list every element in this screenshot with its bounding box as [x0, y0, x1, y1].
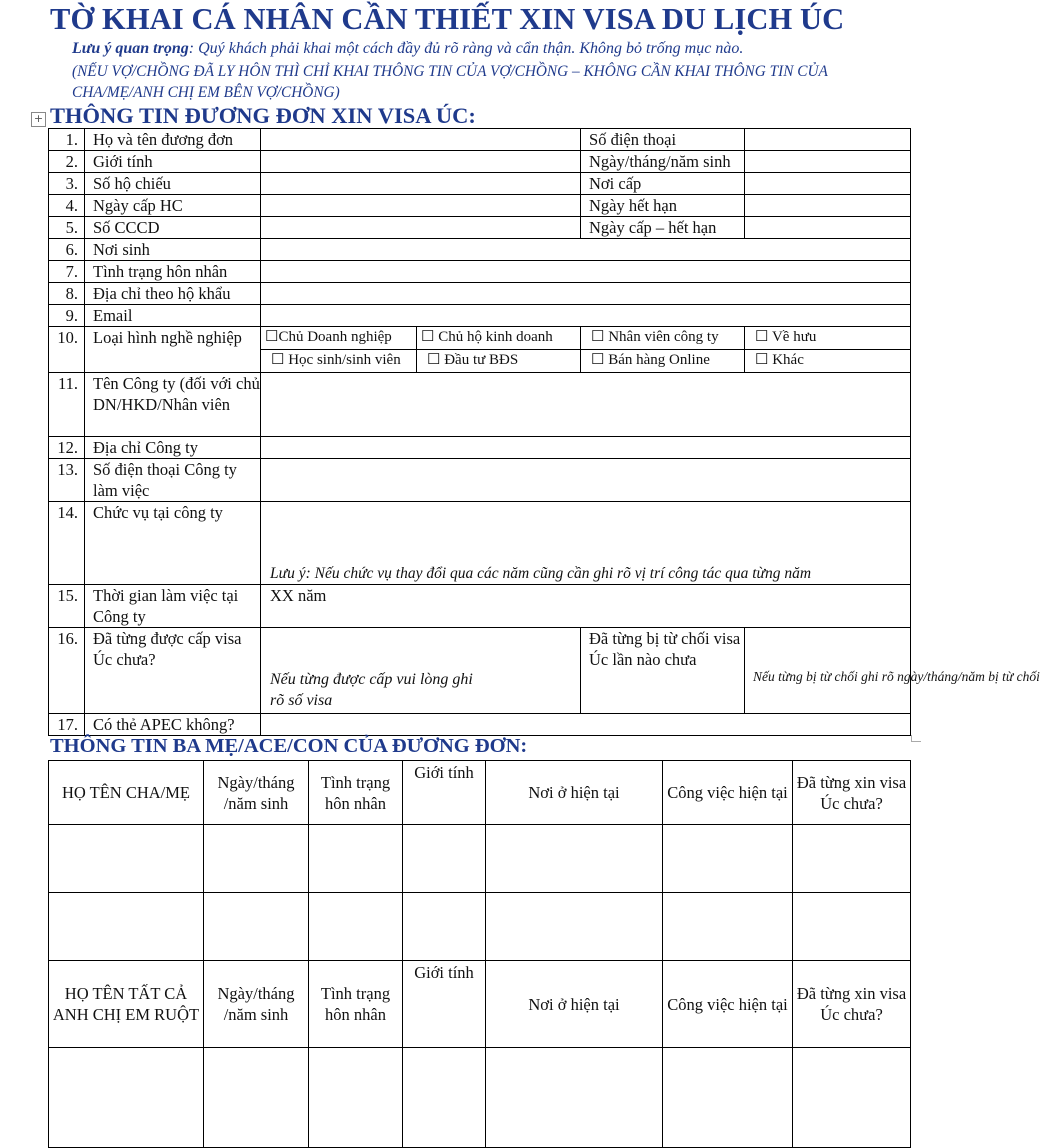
cell-input[interactable] [403, 1048, 486, 1148]
col-header-marital-status: Tình trạng hôn nhân [309, 761, 403, 825]
row-number: 12. [49, 437, 85, 459]
field-label-id-card: Số CCCD [85, 217, 261, 239]
cell-input[interactable] [793, 825, 911, 893]
col-header-dob: Ngày/tháng /năm sinh [204, 761, 309, 825]
row-number: 1. [49, 129, 85, 151]
table-row [49, 195, 911, 217]
table-row [49, 628, 911, 714]
table-row [49, 239, 911, 261]
input-email[interactable] [261, 305, 911, 327]
input-company-address[interactable] [261, 437, 911, 459]
cell-input[interactable] [486, 825, 663, 893]
input-dob[interactable] [745, 151, 911, 173]
input-full-name[interactable] [261, 129, 581, 151]
field-label-place-of-issue: Nơi cấp [581, 173, 745, 195]
field-label-gender: Giới tính [85, 151, 261, 173]
job-position-hint: Lưu ý: Nếu chức vụ thay đổi qua các năm cũng cần ghi rõ vị trí công tác qua từng năm [270, 565, 812, 582]
row-number: 7. [49, 261, 85, 283]
table-header-row [49, 961, 911, 1048]
table-row [49, 217, 911, 239]
row-number: 17. [49, 714, 85, 736]
section-applicant-title: THÔNG TIN ĐƯƠNG ĐƠN XIN VISA ÚC: [50, 103, 476, 128]
important-note [72, 40, 743, 58]
field-label-visa-refused-before: Đã từng bị từ chối visa Úc lần nào chưa [581, 628, 745, 714]
row-number: 13. [49, 459, 85, 502]
cell-input[interactable] [49, 1048, 204, 1148]
table-row [49, 327, 911, 350]
table-row [49, 893, 911, 961]
cell-input[interactable] [204, 1048, 309, 1148]
cell-input[interactable] [486, 1048, 663, 1148]
col-header-visa-history: Đã từng xin visa Úc chưa? [793, 961, 911, 1048]
row-number: 3. [49, 173, 85, 195]
input-apec-card[interactable] [261, 714, 911, 736]
field-label-apec-card: Có thẻ APEC không? [85, 714, 261, 736]
row-number: 5. [49, 217, 85, 239]
important-note-label: Lưu ý quan trọng [72, 40, 189, 57]
cell-input[interactable] [663, 893, 793, 961]
input-marital-status[interactable] [261, 261, 911, 283]
cell-input[interactable] [486, 893, 663, 961]
cell-input[interactable] [793, 1048, 911, 1148]
table-row [49, 261, 911, 283]
field-label-occupation-type: Loại hình nghề nghiệp [85, 327, 261, 373]
input-work-duration[interactable]: XX năm [261, 585, 911, 628]
cell-input[interactable] [663, 825, 793, 893]
field-label-company-address: Địa chỉ Công ty [85, 437, 261, 459]
cell-input[interactable] [204, 893, 309, 961]
table-row [49, 1048, 911, 1148]
input-visa-refused-before[interactable] [745, 628, 1040, 714]
col-header-dob: Ngày/tháng /năm sinh [204, 961, 309, 1048]
row-number: 6. [49, 239, 85, 261]
row-number: 10. [49, 327, 85, 373]
cell-input[interactable] [309, 1048, 403, 1148]
cell-input[interactable] [309, 825, 403, 893]
col-header-occupation: Công việc hiện tại [663, 761, 793, 825]
input-id-card-dates[interactable] [745, 217, 911, 239]
applicant-table [48, 128, 1040, 736]
checkbox-household-business[interactable]: ☐ Chủ hộ kinh doanh [417, 327, 581, 350]
field-label-id-card-dates: Ngày cấp – hết hạn [581, 217, 745, 239]
col-header-occupation: Công việc hiện tại [663, 961, 793, 1048]
row-number: 9. [49, 305, 85, 327]
field-label-dob: Ngày/tháng/năm sinh [581, 151, 745, 173]
input-phone[interactable] [745, 129, 911, 151]
row-number: 4. [49, 195, 85, 217]
checkbox-retired[interactable]: ☐ Về hưu [745, 327, 911, 350]
input-job-position[interactable] [261, 502, 911, 585]
table-row [49, 585, 911, 628]
table-row [49, 283, 911, 305]
row-number: 11. [49, 373, 85, 437]
cell-input[interactable] [49, 825, 204, 893]
cell-input[interactable] [309, 893, 403, 961]
field-label-phone: Số điện thoại [581, 129, 745, 151]
input-company-name[interactable] [261, 373, 911, 437]
checkbox-student[interactable]: ☐ Học sinh/sinh viên [261, 350, 417, 373]
input-expiry-date[interactable] [745, 195, 911, 217]
table-row [49, 437, 911, 459]
table-row [49, 714, 911, 736]
col-header-visa-history: Đã từng xin visa Úc chưa? [793, 761, 911, 825]
field-label-expiry-date: Ngày hết hạn [581, 195, 745, 217]
section-family-title: THÔNG TIN BA MẸ/ACE/CON CỦA ĐƯƠNG ĐƠN: [50, 735, 528, 757]
checkbox-business-owner[interactable]: ☐Chủ Doanh nghiệp [261, 327, 417, 350]
input-passport-number[interactable] [261, 173, 581, 195]
input-id-card[interactable] [261, 217, 581, 239]
visa-refused-hint: Nếu từng bị từ chối ghi rõ ngày/tháng/năm bị từ chối [753, 669, 1040, 684]
input-passport-issue-date[interactable] [261, 195, 581, 217]
row-number: 16. [49, 628, 85, 714]
field-label-full-name: Họ và tên đương đơn [85, 129, 261, 151]
col-header-residence: Nơi ở hiện tại [486, 761, 663, 825]
field-label-company-name: Tên Công ty (đối với chủ DN/HKD/Nhân viên [85, 373, 261, 437]
field-label-registered-address: Địa chỉ theo hộ khẩu [85, 283, 261, 305]
important-note-text: : Quý khách phải khai một cách đầy đủ rõ ràng và cẩn thận. Không bỏ trống mục nào. [188, 40, 744, 57]
col-header-residence: Nơi ở hiện tại [486, 961, 663, 1048]
row-number: 2. [49, 151, 85, 173]
col-header-gender: Giới tính [403, 961, 486, 1048]
form-title: TỜ KHAI CÁ NHÂN CẦN THIẾT XIN VISA DU LỊCH ÚC [50, 2, 845, 36]
cell-input[interactable] [49, 893, 204, 961]
field-label-marital-status: Tình trạng hôn nhân [85, 261, 261, 283]
table-row [49, 129, 911, 151]
col-header-sibling-name: HỌ TÊN TẤT CẢ ANH CHỊ EM RUỘT [49, 961, 204, 1048]
field-label-place-of-birth: Nơi sinh [85, 239, 261, 261]
row-number: 14. [49, 502, 85, 585]
cell-input[interactable] [793, 893, 911, 961]
cell-input[interactable] [403, 893, 486, 961]
page-corner-mark [911, 735, 921, 742]
field-label-passport-issue-date: Ngày cấp HC [85, 195, 261, 217]
input-place-of-birth[interactable] [261, 239, 911, 261]
table-row [49, 825, 911, 893]
row-number: 15. [49, 585, 85, 628]
checkbox-real-estate-investor[interactable]: ☐ Đầu tư BĐS [417, 350, 581, 373]
checkbox-company-employee[interactable]: ☐ Nhân viên công ty [581, 327, 745, 350]
cell-input[interactable] [663, 1048, 793, 1148]
field-label-job-position: Chức vụ tại công ty [85, 502, 261, 585]
row-number: 8. [49, 283, 85, 305]
table-row [49, 373, 911, 437]
divorce-note: (NẾU VỢ/CHỒNG ĐÃ LY HÔN THÌ CHỈ KHAI THÔNG TIN CỦA VỢ/CHỒNG – KHÔNG CẦN KHAI THÔNG TIN CỦA CHA/MẸ/ANH CHỊ EM BÊN VỢ/CHỒNG) [72, 63, 828, 101]
col-header-marital-status: Tình trạng hôn nhân [309, 961, 403, 1048]
field-label-visa-granted-before: Đã từng được cấp visa Úc chưa? [85, 628, 261, 714]
table-row [49, 502, 911, 585]
cell-input[interactable] [204, 825, 309, 893]
field-label-passport-number: Số hộ chiếu [85, 173, 261, 195]
table-row [49, 151, 911, 173]
field-label-work-duration: Thời gian làm việc tại Công ty [85, 585, 261, 628]
input-registered-address[interactable] [261, 283, 911, 305]
field-label-email: Email [85, 305, 261, 327]
checkbox-online-sales[interactable]: ☐ Bán hàng Online [581, 350, 745, 373]
checkbox-other[interactable]: ☐ Khác [745, 350, 911, 373]
cell-input[interactable] [403, 825, 486, 893]
col-header-parent-name: HỌ TÊN CHA/MẸ [49, 761, 204, 825]
visa-granted-hint: Nếu từng được cấp vui lòng ghi rõ số visa [270, 671, 473, 709]
table-move-handle-icon[interactable]: + [31, 112, 46, 127]
input-place-of-issue[interactable] [745, 173, 911, 195]
input-company-phone[interactable] [261, 459, 911, 502]
table-row [49, 173, 911, 195]
parents-table [48, 760, 911, 961]
table-header-row [49, 761, 911, 825]
col-header-gender: Giới tính [403, 761, 486, 825]
table-row [49, 305, 911, 327]
siblings-table [48, 960, 911, 1148]
field-label-company-phone: Số điện thoại Công ty làm việc [85, 459, 261, 502]
input-gender[interactable] [261, 151, 581, 173]
table-row [49, 459, 911, 502]
input-visa-granted-before[interactable] [261, 628, 581, 714]
